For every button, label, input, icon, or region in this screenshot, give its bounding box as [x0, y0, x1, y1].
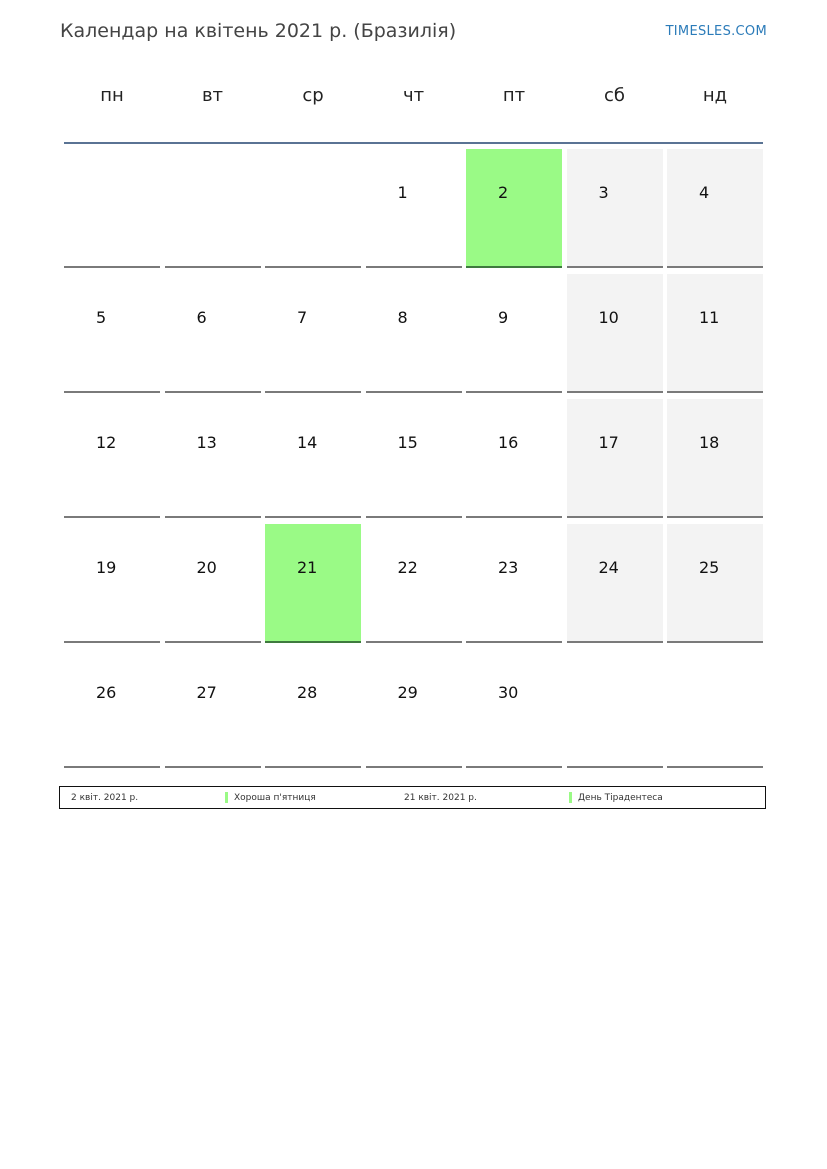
day-number: 6	[196, 308, 207, 327]
empty-day-cell	[64, 149, 160, 268]
day-cell[interactable]	[165, 524, 261, 643]
day-number: 2	[498, 183, 509, 202]
day-cell[interactable]	[366, 649, 462, 768]
brand-link[interactable]: TIMESLES.COM	[665, 24, 767, 39]
day-number: 5	[96, 308, 107, 327]
day-cell[interactable]	[466, 524, 562, 643]
day-cell[interactable]	[366, 149, 462, 268]
weekday-label: вт	[201, 85, 224, 106]
day-cell[interactable]	[265, 524, 361, 643]
day-number: 30	[498, 683, 519, 702]
day-number: 1	[397, 183, 408, 202]
weekday-label: пт	[502, 85, 526, 106]
day-cell[interactable]	[567, 149, 663, 268]
header-divider	[64, 142, 763, 144]
day-number: 7	[297, 308, 308, 327]
legend-color-marker	[569, 792, 572, 803]
weekday-label: сб	[604, 85, 625, 106]
weekday-label: ср	[302, 85, 324, 106]
day-cell[interactable]	[667, 399, 763, 518]
day-cell[interactable]	[466, 149, 562, 268]
day-cell[interactable]	[466, 399, 562, 518]
day-number: 23	[498, 558, 519, 577]
day-number: 24	[598, 558, 619, 577]
empty-day-cell	[667, 649, 763, 768]
day-cell[interactable]	[567, 399, 663, 518]
empty-day-cell	[165, 149, 261, 268]
day-cell[interactable]	[165, 649, 261, 768]
day-cell[interactable]	[667, 524, 763, 643]
day-number: 27	[196, 683, 217, 702]
day-number: 21	[297, 558, 318, 577]
day-number: 14	[297, 433, 318, 452]
day-cell[interactable]	[64, 274, 160, 393]
day-cell[interactable]	[265, 399, 361, 518]
legend-holiday-name: День Тірадентеса	[578, 793, 663, 803]
weekday-label: чт	[402, 85, 425, 106]
empty-day-cell	[265, 149, 361, 268]
weekday-label: нд	[702, 85, 728, 106]
day-cell[interactable]	[265, 274, 361, 393]
day-cell[interactable]	[366, 524, 462, 643]
page-title: Календар на квітень 2021 р. (Бразилія)	[60, 20, 457, 42]
legend-holiday-name: Хороша п'ятниця	[234, 793, 316, 803]
day-cell[interactable]	[667, 149, 763, 268]
day-cell[interactable]	[64, 399, 160, 518]
day-cell[interactable]	[64, 524, 160, 643]
day-number: 11	[699, 308, 720, 327]
day-cell[interactable]	[466, 649, 562, 768]
day-number: 9	[498, 308, 509, 327]
day-number: 20	[196, 558, 217, 577]
day-number: 28	[297, 683, 318, 702]
day-cell[interactable]	[667, 274, 763, 393]
day-number: 19	[96, 558, 117, 577]
legend-date: 21 квіт. 2021 р.	[404, 793, 477, 803]
day-cell[interactable]	[567, 274, 663, 393]
empty-day-cell	[567, 649, 663, 768]
day-number: 15	[397, 433, 418, 452]
day-cell[interactable]	[366, 274, 462, 393]
day-cell[interactable]	[567, 524, 663, 643]
weekday-label: пн	[100, 85, 124, 106]
day-number: 12	[96, 433, 117, 452]
legend-color-marker	[225, 792, 228, 803]
day-number: 25	[699, 558, 720, 577]
day-number: 26	[96, 683, 117, 702]
day-number: 18	[699, 433, 720, 452]
day-cell[interactable]	[64, 649, 160, 768]
day-cell[interactable]	[165, 274, 261, 393]
day-number: 3	[598, 183, 609, 202]
day-number: 4	[699, 183, 710, 202]
weekday-header-row	[64, 85, 763, 125]
day-number: 17	[598, 433, 619, 452]
day-number: 13	[196, 433, 217, 452]
day-cell[interactable]	[466, 274, 562, 393]
day-number: 10	[598, 308, 619, 327]
day-number: 29	[397, 683, 418, 702]
day-number: 16	[498, 433, 519, 452]
day-number: 22	[397, 558, 418, 577]
day-cell[interactable]	[265, 649, 361, 768]
day-cell[interactable]	[366, 399, 462, 518]
day-number: 8	[397, 308, 408, 327]
legend-date: 2 квіт. 2021 р.	[71, 793, 139, 803]
holiday-legend	[59, 786, 766, 809]
day-cell[interactable]	[165, 399, 261, 518]
